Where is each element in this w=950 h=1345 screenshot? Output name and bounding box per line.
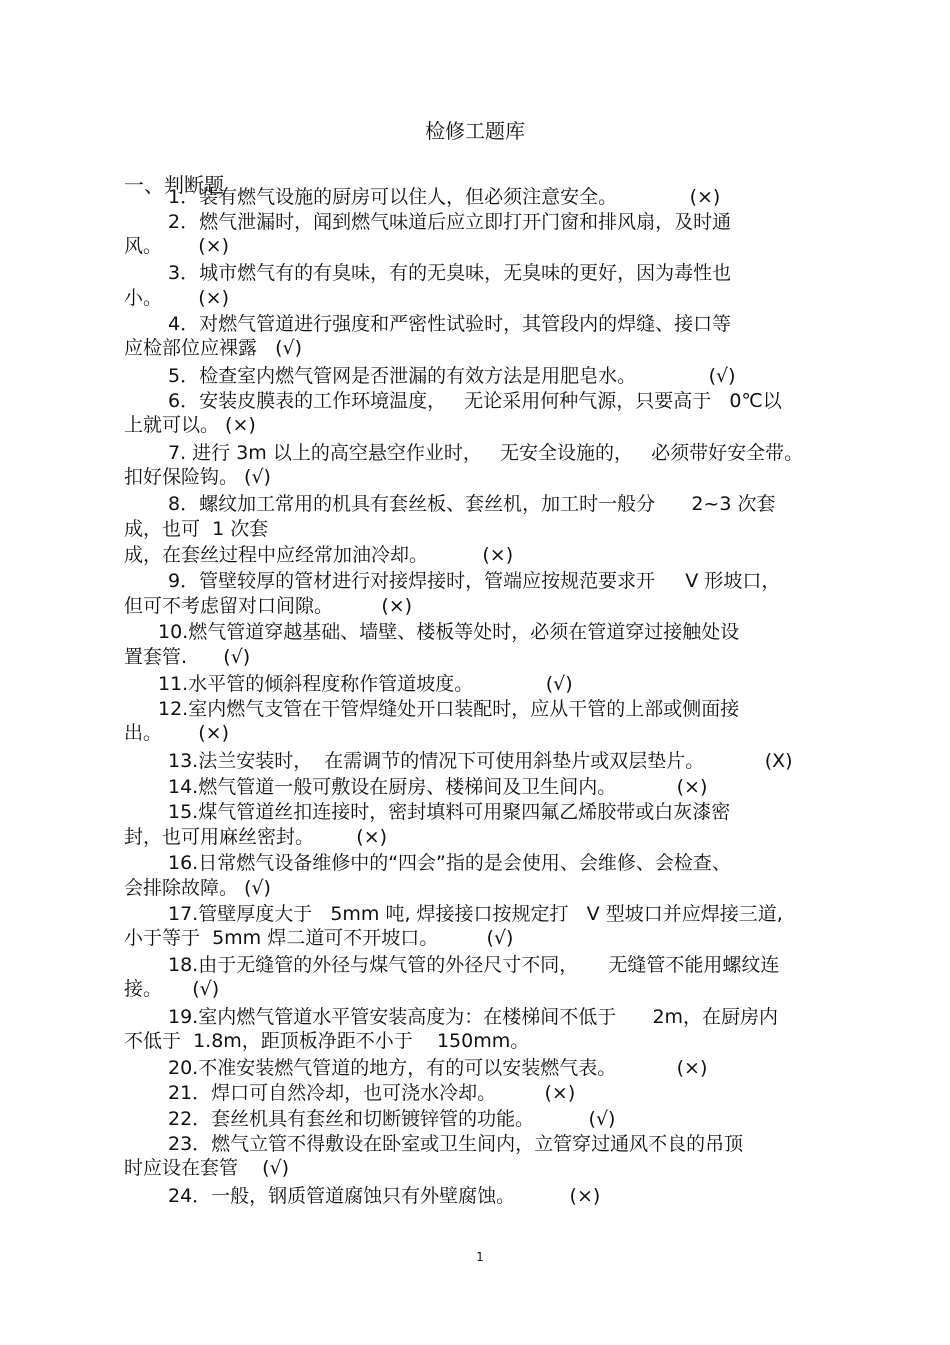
question-line: 9．管壁较厚的管材进行对接焊接时，管端应按规范要求开 V 形坡口， bbox=[168, 570, 781, 592]
question-line: 23．燃气立管不得敷设在卧室或卫生间内，立管穿过通风不良的吊顶 bbox=[168, 1133, 744, 1155]
section-heading: 一、判断题 bbox=[124, 173, 224, 197]
question-line: 置套管. (√) bbox=[124, 646, 251, 668]
question-line: 应检部位应裸露 (√) bbox=[124, 337, 303, 359]
question-line: 时应设在套管 (√) bbox=[124, 1157, 290, 1179]
question-line: 封，也可用麻丝密封。 (×) bbox=[124, 826, 388, 848]
question-line: 24．一般，钢质管道腐蚀只有外壁腐蚀。 (×) bbox=[168, 1185, 601, 1207]
question-line: 不低于 1.8m，距顶板净距不小于 150mm。 bbox=[124, 1030, 530, 1052]
question-line: 扣好保险钩。 (√) bbox=[124, 466, 271, 488]
question-line: 2．燃气泄漏时，闻到燃气味道后应立即打开门窗和排风扇，及时通 bbox=[168, 211, 732, 233]
question-line: 15.煤气管道丝扣连接时，密封填料可用聚四氟乙烯胶带或白灰漆密 bbox=[168, 801, 731, 823]
question-line: 成，在套丝过程中应经常加油冷却。 (×) bbox=[124, 544, 514, 566]
question-line: 16.日常燃气设备维修中的“四会”指的是会使用、会维修、会检查、 bbox=[168, 852, 731, 874]
question-line: 但可不考虑留对口间隙。 (×) bbox=[124, 595, 413, 617]
question-line: 7. 进行 3m 以上的高空悬空作业时， 无安全设施的， 必须带好安全带。 bbox=[168, 442, 804, 464]
question-line: 1．装有燃气设施的厨房可以住人，但必须注意安全。 (×) bbox=[168, 186, 721, 208]
question-line: 成，也可 1 次套 bbox=[124, 518, 269, 540]
question-line: 小。 (×) bbox=[124, 287, 229, 309]
question-line: 出。 (×) bbox=[124, 722, 229, 744]
question-line: 20.不准安装燃气管道的地方，有的可以安装燃气表。 (×) bbox=[168, 1057, 708, 1079]
question-line: 13.法兰安装时， 在需调节的情况下可使用斜垫片或双层垫片。 (X) bbox=[168, 750, 793, 772]
question-line: 风。 (×) bbox=[124, 235, 229, 257]
question-line: 8．螺纹加工常用的机具有套丝板、套丝机，加工时一般分 2~3 次套 bbox=[168, 493, 776, 515]
question-line: 18.由于无缝管的外径与煤气管的外径尺寸不同， 无缝管不能用螺纹连 bbox=[168, 954, 780, 976]
question-line: 14.燃气管道一般可敷设在厨房、楼梯间及卫生间内。 (×) bbox=[168, 776, 708, 798]
question-line: 接。 (√) bbox=[124, 978, 220, 1000]
question-line: 上就可以。 (×) bbox=[124, 414, 256, 436]
question-line: 12.室内燃气支管在干管焊缝处开口装配时，应从干管的上部或侧面接 bbox=[158, 698, 740, 720]
question-line: 3．城市燃气有的有臭味，有的无臭味，无臭味的更好，因为毒性也 bbox=[168, 262, 732, 284]
question-line: 小于等于 5mm 焊二道可不开坡口。 (√) bbox=[124, 927, 514, 949]
question-line: 21．焊口可自然冷却，也可浇水冷却。 (×) bbox=[168, 1082, 576, 1104]
question-line: 11.水平管的倾斜程度称作管道坡度。 (√) bbox=[158, 673, 573, 695]
question-line: 5．检查室内燃气管网是否泄漏的有效方法是用肥皂水。 (√) bbox=[168, 365, 736, 387]
question-line: 会排除故障。 (√) bbox=[124, 877, 271, 899]
question-line: 22．套丝机具有套丝和切断镀锌管的功能。 (√) bbox=[168, 1108, 616, 1130]
question-line: 17.管壁厚度大于 5mm 吨, 焊接接口按规定打 V 型坡口并应焊接三道, bbox=[168, 903, 783, 925]
question-line: 10.燃气管道穿越基础、墙壁、楼板等处时，必须在管道穿过接触处设 bbox=[158, 621, 740, 643]
page-number: 1 bbox=[476, 1250, 484, 1264]
document-title: 检修工题库 bbox=[425, 119, 525, 143]
question-line: 6．安装皮膜表的工作环境温度， 无论采用何种气源，只要高于 0℃以 bbox=[168, 390, 782, 412]
question-line: 19.室内燃气管道水平管安装高度为：在楼梯间不低于 2m，在厨房内 bbox=[168, 1006, 779, 1028]
question-line: 4．对燃气管道进行强度和严密性试验时，其管段内的焊缝、接口等 bbox=[168, 313, 732, 335]
